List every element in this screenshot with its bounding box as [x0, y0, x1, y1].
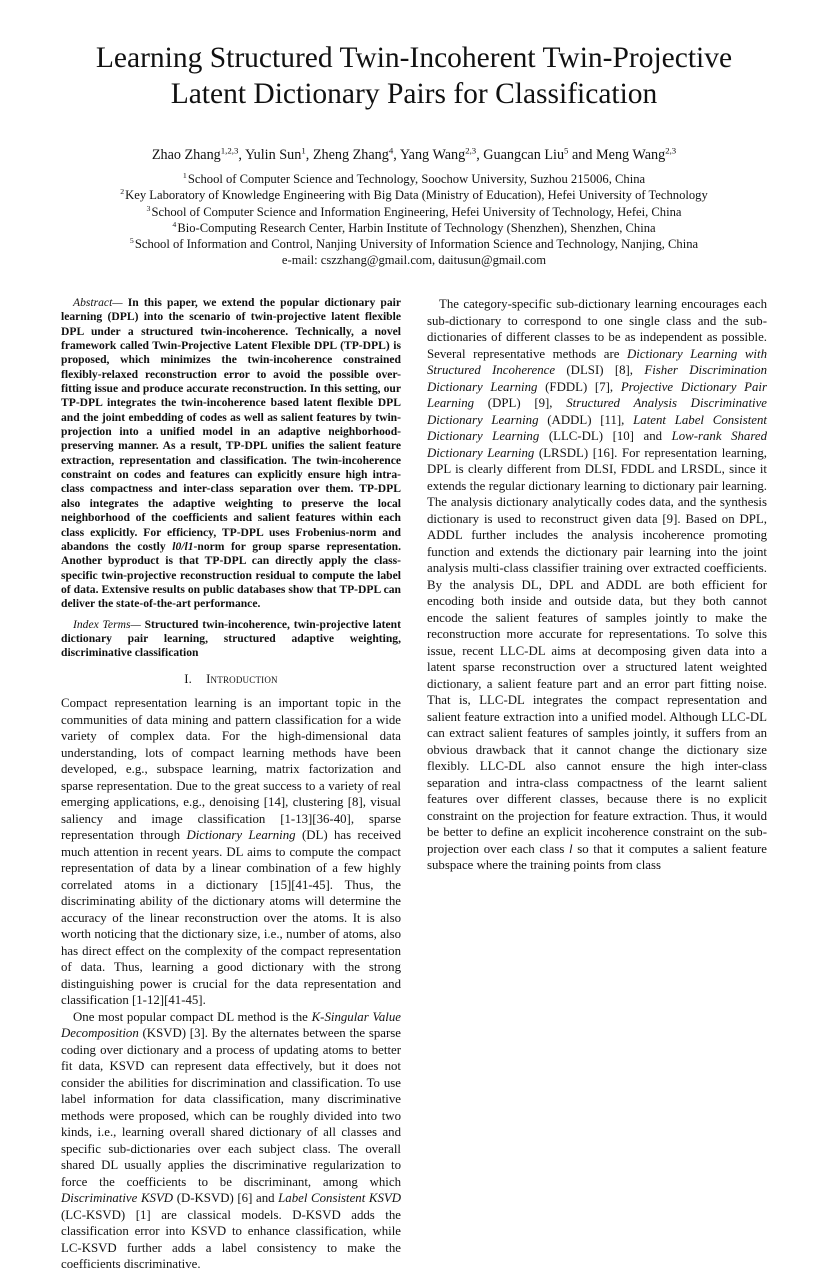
affiliation: $^4$ Bio-Computing Research Center, Harbin Institute of Technology (Shenzhen), Shenzhen, China	[172, 220, 656, 235]
affiliation-list	[40, 171, 788, 269]
section-heading-introduction: I. Introduction	[184, 671, 278, 686]
abstract: Abstract— In this paper, we extend the popular dictionary pair learning (DPL) into the scenario of twin-projective latent flexible DPL under a structured twin-incoherence. Technically, a novel framework called Twin-Projective Latent Flexible DPL (TP-DPL) is proposed, which minimizes the twin-incoherence constrained flexibly-relaxed reconstruction error to avoid the possible over-fitting issue and produce accurate reconstruction. In this setting, our TP-DPL integrates the twin-incoherence based latent flexible DPL and the joint embedding of codes as well as salient features by twin-projection into a unified model in an adaptive neighborhood-preserving manner. As a result, TP-DPL unifies the salient feature extraction, representation and classification. The twin-incoherence constraint on codes and features can explicitly ensure high intra-class compactness and inter-class separation over them. TP-DPL also integrates the adaptive weighting to preserve the local neighborhood of the coefficients and salient features within each class explicitly. For efficiency, TP-DPL uses Frobenius-norm and abandons the costly l0/l1-norm for group sparse representation. Another byproduct is that TP-DPL can directly apply the class-specific twin-projective reconstruction residual to compute the label of data. Extensive results on public databases show that TP-DPL can deliver the state-of-the-art performance.	[61, 296, 401, 611]
index-terms: Index Terms— Structured twin-incoherence, twin-projective latent dictionary pair learning, structured adaptive weighting, discriminative classification	[61, 617, 401, 660]
right-column	[427, 296, 767, 874]
author: Zheng Zhang$^4$	[312, 145, 394, 163]
affiliation: $^2$ Key Laboratory of Knowledge Engineering with Big Data (Ministry of Education), Hefei University of Technology	[120, 187, 708, 203]
intro-paragraph-3: The category-specific sub-dictionary learning encourages each sub-dictionary to correspond to one single class and the sub-dictionaries of different classes to be as independent as possible. Several representative methods are Dictionary Learning with Structured Incoherence (DLSI) [8], Fisher Discrimination Dictionary Learning (FDDL) [7], Projective Dictionary Pair Learning (DPL) [9], Structured Analysis Discriminative Dictionary Learning (ADDL) [11], Latent Label Consistent Dictionary Learning (LLC-DL) [10] and Low-rank Shared Dictionary Learning (LRSDL) [16]. For representation learning, DPL is clearly different from DLSI, FDDL and LRSDL, since it extends the regular dictionary learning to dictionary pair learning. The analysis dictionary analytically codes data, and the synthesis dictionary is used to reconstruct given data [9]. Based on DPL, ADDL further includes the analysis incoherence promoting function and extends the dictionary pair learning into the joint analysis multi-class classifier training over extracted coefficients. By the analysis DL, DPL and ADDL are both efficient for encoding both inside and outside data, but they both cannot encode the salient features of samples jointly to make the reconstruction more accurate for representations. To solve this issue, recent LLC-DL aims at decomposing given data into a latent sparse reconstruction over a structured latent weighted dictionary, a salient feature part and an error part fitting noise. That is, LLC-DL integrates the compact representation and salient feature extraction into a unified model. Although LLC-DL can extract salient features of samples jointly, it suffers from an obvious drawback that it cannot change the dictionary size flexibly. LLC-DL also cannot ensure the high inter-class separation and intra-class compactness of the learnt salient features over different classes, because there is no explicit constraint on the projection for feature extraction. Thus, it would be better to define an explicit incoherence constraint on the sub-projection over each class l so that it computes a salient feature subspace where the training points from class	[427, 297, 768, 872]
author: Zhao Zhang$^{1,2,3}$	[151, 145, 239, 163]
affiliation: $^1$ School of Computer Science and Technology, Soochow University, Suzhou 215006, China	[182, 171, 646, 186]
author: Yang Wang$^{2,3}$	[399, 145, 477, 163]
affiliation: $^3$ School of Computer Science and Information Engineering, Hefei University of Technology, Hefei, China	[146, 203, 682, 219]
intro-paragraph-2: One most popular compact DL method is the K-Singular Value Decomposition (KSVD) [3]. By the alternates between the sparse coding over dictionary and a process of updating atoms to better fit data, KSVD can represent data effectively, but it does not consider the abilities for discrimination and classification. To use label information for data classification, many discriminative methods were proposed, which can be roughly divided into two kinds, i.e., learning overall shared dictionary of all classes and specific sub-dictionaries over each subject class. The overall shared DL usually applies the discriminative regularization to force the coefficients to be discriminant, among which Discriminative KSVD (D-KSVD) [6] and Label Consistent KSVD (LC-KSVD) [1] are classical models. D-KSVD adds the classification error into KSVD to enhance classification, while LC-KSVD further adds a label consistency to make the coefficients discriminative.	[61, 1009, 401, 1272]
author: Guangcan Liu$^5$	[483, 145, 569, 163]
email-line[interactable]: e-mail: cszzhang@gmail.com, daitusun@gmail.com	[281, 253, 547, 268]
author-list: Zhao Zhang$^{1,2,3}$, Yulin Sun$^1$, Zheng Zhang$^4$, Yang Wang$^{2,3}$, Guangcan Liu$^5$ and Meng Wang$^{2,3}$	[151, 145, 677, 163]
paper-title	[40, 40, 788, 112]
title-line-2: Latent Dictionary Pairs for Classification	[170, 78, 658, 110]
author: Meng Wang$^{2,3}$	[596, 145, 677, 163]
norm-symbol: l0/l1	[172, 539, 194, 553]
author: Yulin Sun$^1$	[244, 145, 306, 163]
title-line-1: Learning Structured Twin-Incoherent Twin-Projective	[95, 42, 733, 74]
affiliation: $^5$ School of Information and Control, Nanjing University of Information Science and Technology, Nanjing, China	[129, 236, 699, 252]
intro-paragraph-1: Compact representation learning is an important topic in the communities of data mining and pattern classification for a wide variety of complex data. For the high-dimensional data understanding, lots of compact learning methods have been developed, e.g., subspace learning, matrix factorization and sparse representation. Due to the great success to a variety of real emerging applications, e.g., denoising [14], clustering [8], visual saliency and image classification [1-13][36-40], sparse representation through Dictionary Learning (DL) has received much attention in recent years. DL aims to compute the compact representation of data by a linear combination of a few highly correlated atoms in a dictionary [15][41-45]. Thus, the discriminating ability of the dictionary atoms will determine the accuracy of the linear reconstruction over the atoms. It is also worth noticing that the dictionary size, i.e., number of atoms, also has direct effect on the complexity of the compact representation of data. Thus, learning a good dictionary with the strong distinguishing power is crucial for the data representation and classification [1-12][41-45].	[61, 696, 401, 1008]
left-column	[61, 296, 401, 1273]
